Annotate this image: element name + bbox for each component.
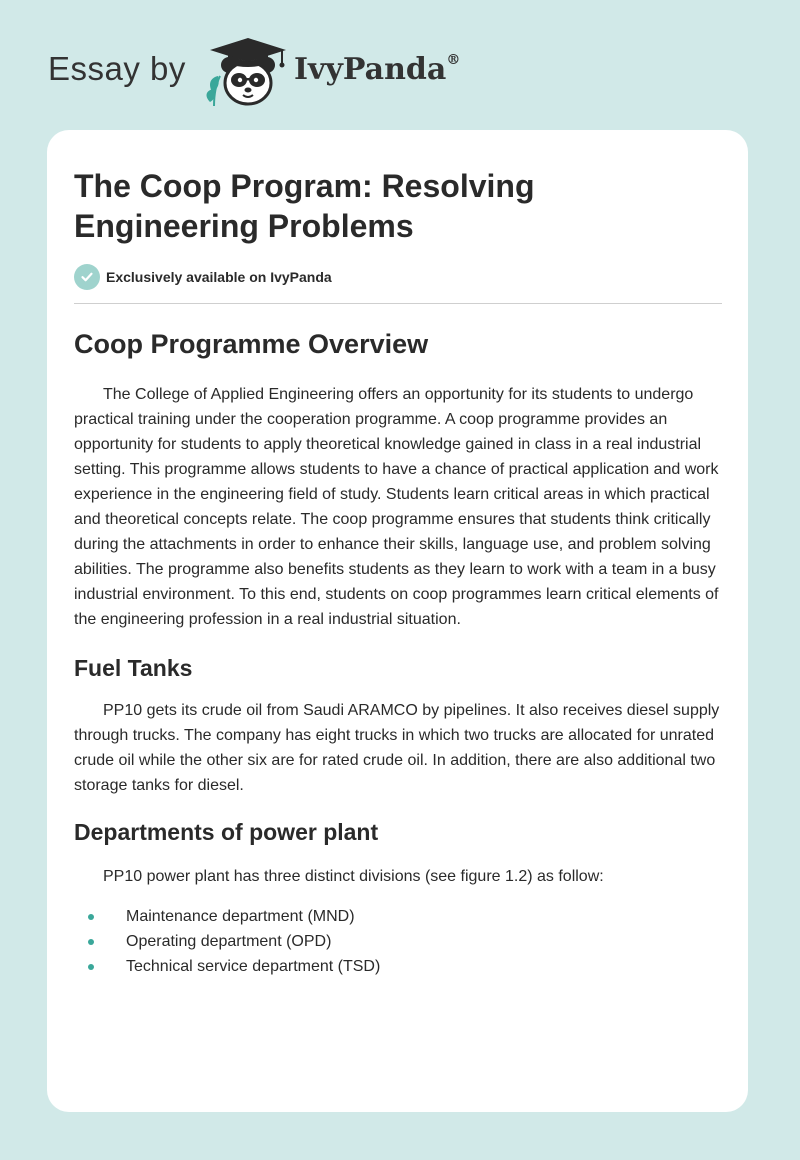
section-heading-overview: Coop Programme Overview bbox=[74, 329, 429, 359]
section-heading-departments: Departments of power plant bbox=[74, 819, 379, 845]
brand-prefix: Essay by bbox=[48, 50, 186, 87]
brand-name[interactable]: IvyPanda® bbox=[294, 52, 461, 87]
departments-list bbox=[74, 904, 724, 979]
list-item: Maintenance department (MND) bbox=[74, 904, 724, 929]
section-heading-fuel-tanks: Fuel Tanks bbox=[74, 655, 193, 681]
exclusive-badge bbox=[74, 263, 332, 291]
article-title: The Coop Program: Resolving Engineering Problems bbox=[74, 168, 535, 244]
list-item: Technical service department (TSD) bbox=[74, 954, 724, 979]
exclusive-badge-text: Exclusively available on IvyPanda bbox=[106, 269, 332, 285]
paragraph-fuel-tanks: PP10 gets its crude oil from Saudi ARAMCO by pipelines. It also receives diesel supply through trucks. The company has eight trucks in which two trucks are allocated for unrated crude oil while the other six are for rated crude oil. In addition, there are also additional two storage tanks for diesel. bbox=[74, 702, 720, 794]
article-card bbox=[47, 130, 748, 1112]
paragraph-departments: PP10 power plant has three distinct divisions (see figure 1.2) as follow: bbox=[103, 868, 604, 885]
list-item: Operating department (OPD) bbox=[74, 929, 724, 954]
registered-mark: ® bbox=[446, 52, 461, 68]
site-header bbox=[0, 0, 800, 130]
panda-graduate-logo-icon[interactable] bbox=[200, 34, 292, 110]
title-divider bbox=[74, 303, 722, 304]
article-body bbox=[74, 324, 724, 979]
check-circle-icon bbox=[74, 264, 100, 290]
paragraph-overview: The College of Applied Engineering offers an opportunity for its students to undergo practical training under the cooperation programme. A coop programme provides an opportunity for students to apply theoretical knowledge gained in class in a real industrial setting. This programme allows students to have a chance of practical application and work experience in the engineering field of study. Students learn critical areas in which practical and theoretical concepts relate. The coop programme ensures that students think critically during the attachments in order to enhance their skills, language use, and problem solving abilities. The programme also benefits students as they learn to work with a team in a busy industrial environment. To this end, students on coop programmes learn critical elements of the engineering profession in a real industrial situation. bbox=[74, 386, 719, 628]
